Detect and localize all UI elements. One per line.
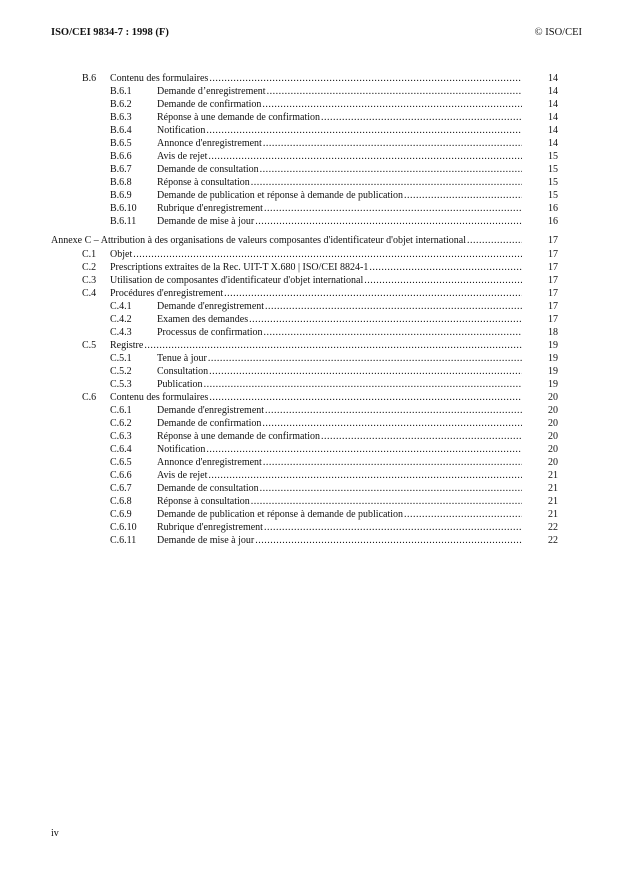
- toc-entry-title: Demande d'enregistrement: [157, 405, 265, 416]
- toc-entry[interactable]: [0, 391, 620, 404]
- toc-entry-title: Réponse à consultation: [157, 496, 250, 507]
- toc-entry-number: C.6.9: [110, 509, 132, 520]
- toc-entry[interactable]: [0, 443, 620, 456]
- toc-entry[interactable]: [0, 98, 620, 111]
- dot-leader: [264, 521, 522, 534]
- toc-entry-number: C.6.1: [110, 405, 132, 416]
- toc-entry-title: Contenu des formulaires: [110, 392, 209, 403]
- dot-leader: [209, 72, 522, 85]
- toc-entry[interactable]: [0, 202, 620, 215]
- toc-entry-page: 16: [548, 203, 558, 214]
- toc-entry-page: 17: [548, 288, 558, 299]
- toc-entry[interactable]: [0, 274, 620, 287]
- toc-entry[interactable]: [0, 534, 620, 547]
- toc-entry-number: C.2: [82, 262, 97, 273]
- toc-entry-title: Demande de publication et réponse à demande de publication: [157, 190, 404, 201]
- dot-leader: [249, 313, 522, 326]
- toc-entry-title: Publication: [157, 379, 203, 390]
- toc-entry-title: Réponse à une demande de confirmation: [157, 112, 320, 123]
- toc-entry[interactable]: [0, 111, 620, 124]
- toc-entry-title: Demande de confirmation: [157, 99, 262, 110]
- toc-entry[interactable]: [0, 495, 620, 508]
- toc-entry-number: C.4.2: [110, 314, 132, 325]
- dot-leader: [369, 261, 522, 274]
- toc-entry-page: 17: [548, 262, 558, 273]
- toc-entry-title: Demande de mise à jour: [157, 216, 255, 227]
- toc-entry[interactable]: [0, 417, 620, 430]
- toc-entry-number: C.6: [82, 392, 97, 403]
- dot-leader: [206, 124, 522, 137]
- toc-entry-page: 20: [548, 431, 558, 442]
- dot-leader: [404, 508, 522, 521]
- toc-entry-page: 20: [548, 444, 558, 455]
- dot-leader: [260, 482, 522, 495]
- toc-entry-title: Utilisation de composantes d'identificateur d'objet international: [110, 275, 364, 286]
- dot-leader: [321, 111, 522, 124]
- toc-entry-number: B.6.8: [110, 177, 132, 188]
- toc-entry[interactable]: [0, 215, 620, 228]
- toc-entry[interactable]: [0, 456, 620, 469]
- toc-entry-page: 20: [548, 457, 558, 468]
- toc-entry-title: Annexe C – Attribution à des organisations de valeurs composantes d'identificateur d'objet international: [51, 235, 466, 246]
- toc-entry-number: C.6.8: [110, 496, 132, 507]
- toc-entry-page: 20: [548, 418, 558, 429]
- dot-leader: [204, 378, 522, 391]
- toc-entry-page: 21: [548, 470, 558, 481]
- toc-entry-page: 21: [548, 483, 558, 494]
- toc-entry-page: 20: [548, 405, 558, 416]
- toc-entry-number: B.6.2: [110, 99, 132, 110]
- toc-entry-title: Demande de consultation: [157, 483, 259, 494]
- toc-entry-page: 19: [548, 340, 558, 351]
- toc-entry[interactable]: [0, 508, 620, 521]
- toc-entry-number: C.6.2: [110, 418, 132, 429]
- toc-entry[interactable]: [0, 150, 620, 163]
- dot-leader: [209, 391, 522, 404]
- toc-entry-title: Demande de consultation: [157, 164, 259, 175]
- toc-entry[interactable]: [0, 176, 620, 189]
- toc-entry[interactable]: [0, 365, 620, 378]
- toc-entry-title: Annonce d'enregistrement: [157, 457, 262, 468]
- toc-entry-title: Rubrique d'enregistrement: [157, 522, 263, 533]
- toc-entry-title: Réponse à consultation: [157, 177, 250, 188]
- toc-entry-page: 21: [548, 509, 558, 520]
- toc-entry[interactable]: [0, 352, 620, 365]
- toc-entry-number: C.1: [82, 249, 97, 260]
- dot-leader: [265, 404, 522, 417]
- dot-leader: [208, 469, 522, 482]
- page-number: iv: [51, 828, 59, 839]
- dot-leader: [144, 339, 522, 352]
- toc-entry-page: 22: [548, 522, 558, 533]
- dot-leader: [255, 215, 522, 228]
- toc-entry-title: Procédures d'enregistrement: [110, 288, 224, 299]
- dot-leader: [206, 443, 522, 456]
- toc-entry-number: C.6.11: [110, 535, 137, 546]
- toc-entry-number: B.6: [82, 73, 97, 84]
- toc-entry-page: 19: [548, 366, 558, 377]
- dot-leader: [262, 417, 522, 430]
- toc-entry-title: Processus de confirmation: [157, 327, 263, 338]
- dot-leader: [208, 150, 522, 163]
- dot-leader: [364, 274, 522, 287]
- dot-leader: [209, 365, 522, 378]
- toc-entry[interactable]: [0, 163, 620, 176]
- dot-leader: [251, 495, 522, 508]
- toc-entry[interactable]: [0, 378, 620, 391]
- dot-leader: [404, 189, 522, 202]
- toc-entry-title: Prescriptions extraites de la Rec. UIT-T X.680 | ISO/CEI 8824-1: [110, 262, 369, 273]
- toc-entry-title: Notification: [157, 444, 206, 455]
- dot-leader: [267, 85, 522, 98]
- toc-entry-number: C.5.3: [110, 379, 132, 390]
- toc-entry[interactable]: [0, 137, 620, 150]
- toc-entry-number: C.6.5: [110, 457, 132, 468]
- toc-entry-page: 14: [548, 138, 558, 149]
- toc-entry[interactable]: [0, 313, 620, 326]
- toc-entry-number: C.4: [82, 288, 97, 299]
- toc-entry-number: B.6.3: [110, 112, 132, 123]
- dot-leader: [133, 248, 522, 261]
- toc-entry-number: C.3: [82, 275, 97, 286]
- dot-leader: [224, 287, 522, 300]
- toc-entry[interactable]: [0, 234, 620, 247]
- toc-entry-title: Notification: [157, 125, 206, 136]
- toc-entry[interactable]: [0, 248, 620, 261]
- toc-entry[interactable]: [0, 326, 620, 339]
- dot-leader: [208, 352, 522, 365]
- toc-entry-page: 17: [548, 314, 558, 325]
- toc-entry-title: Rubrique d'enregistrement: [157, 203, 263, 214]
- toc-entry-page: 14: [548, 112, 558, 123]
- toc-entry-page: 15: [548, 151, 558, 162]
- toc-entry[interactable]: [0, 300, 620, 313]
- toc-entry-number: C.5.2: [110, 366, 132, 377]
- toc-entry-number: B.6.7: [110, 164, 132, 175]
- toc-entry-title: Contenu des formulaires: [110, 73, 209, 84]
- toc-entry-number: C.5.1: [110, 353, 132, 364]
- toc-entry-title: Objet: [110, 249, 133, 260]
- toc-entry-page: 14: [548, 86, 558, 97]
- toc-entry[interactable]: [0, 339, 620, 352]
- dot-leader: [265, 300, 522, 313]
- toc-entry-page: 19: [548, 379, 558, 390]
- toc-entry-title: Tenue à jour: [157, 353, 207, 364]
- toc-entry[interactable]: [0, 404, 620, 417]
- toc-entry-title: Demande de mise à jour: [157, 535, 255, 546]
- toc-entry-page: 15: [548, 190, 558, 201]
- toc-entry[interactable]: [0, 124, 620, 137]
- toc-entry-title: Demande de confirmation: [157, 418, 262, 429]
- toc-entry-number: C.4.1: [110, 301, 132, 312]
- toc-entry-page: 14: [548, 73, 558, 84]
- toc-entry-page: 17: [548, 249, 558, 260]
- toc-entry-page: 22: [548, 535, 558, 546]
- dot-leader: [264, 202, 522, 215]
- toc-entry-number: B.6.10: [110, 203, 137, 214]
- table-of-contents: [0, 72, 620, 547]
- toc-entry-page: 21: [548, 496, 558, 507]
- toc-entry-title: Demande d’enregistrement: [157, 86, 266, 97]
- copyright-notice: © ISO/CEI: [534, 27, 582, 38]
- toc-entry[interactable]: [0, 469, 620, 482]
- dot-leader: [321, 430, 522, 443]
- toc-entry-number: C.4.3: [110, 327, 132, 338]
- toc-entry-number: B.6.9: [110, 190, 132, 201]
- toc-entry[interactable]: [0, 72, 620, 85]
- document-reference: ISO/CEI 9834-7 : 1998 (F): [51, 27, 169, 38]
- toc-entry-number: C.6.7: [110, 483, 132, 494]
- dot-leader: [251, 176, 522, 189]
- toc-entry[interactable]: [0, 430, 620, 443]
- toc-entry-title: Demande d'enregistrement: [157, 301, 265, 312]
- dot-leader: [264, 326, 522, 339]
- dot-leader: [260, 163, 522, 176]
- toc-entry-page: 15: [548, 177, 558, 188]
- toc-entry-page: 17: [548, 275, 558, 286]
- dot-leader: [255, 534, 522, 547]
- dot-leader: [467, 234, 522, 247]
- toc-entry-title: Avis de rejet: [157, 151, 208, 162]
- toc-entry-title: Examen des demandes: [157, 314, 249, 325]
- toc-entry[interactable]: [0, 189, 620, 202]
- toc-entry-number: B.6.5: [110, 138, 132, 149]
- toc-entry-page: 15: [548, 164, 558, 175]
- toc-entry-number: C.6.3: [110, 431, 132, 442]
- toc-entry-title: Demande de publication et réponse à demande de publication: [157, 509, 404, 520]
- toc-entry-page: 19: [548, 353, 558, 364]
- toc-entry-page: 17: [548, 235, 558, 246]
- toc-entry-page: 17: [548, 301, 558, 312]
- toc-entry[interactable]: [0, 521, 620, 534]
- toc-entry-number: B.6.4: [110, 125, 132, 136]
- dot-leader: [262, 98, 522, 111]
- toc-entry-number: C.6.10: [110, 522, 137, 533]
- toc-entry-page: 16: [548, 216, 558, 227]
- dot-leader: [263, 137, 522, 150]
- toc-entry-page: 18: [548, 327, 558, 338]
- toc-entry-number: B.6.6: [110, 151, 132, 162]
- dot-leader: [263, 456, 522, 469]
- toc-entry[interactable]: [0, 482, 620, 495]
- toc-entry-title: Avis de rejet: [157, 470, 208, 481]
- toc-entry-title: Registre: [110, 340, 144, 351]
- toc-entry-title: Réponse à une demande de confirmation: [157, 431, 320, 442]
- toc-entry-number: B.6.11: [110, 216, 137, 227]
- toc-entry[interactable]: [0, 287, 620, 300]
- toc-entry-page: 14: [548, 99, 558, 110]
- toc-entry-number: C.6.4: [110, 444, 132, 455]
- toc-entry-page: 14: [548, 125, 558, 136]
- toc-entry[interactable]: [0, 261, 620, 274]
- toc-entry-number: C.5: [82, 340, 97, 351]
- toc-entry-title: Consultation: [157, 366, 209, 377]
- toc-entry-title: Annonce d'enregistrement: [157, 138, 262, 149]
- toc-entry-number: C.6.6: [110, 470, 132, 481]
- toc-entry[interactable]: [0, 85, 620, 98]
- toc-entry-number: B.6.1: [110, 86, 132, 97]
- toc-entry-page: 20: [548, 392, 558, 403]
